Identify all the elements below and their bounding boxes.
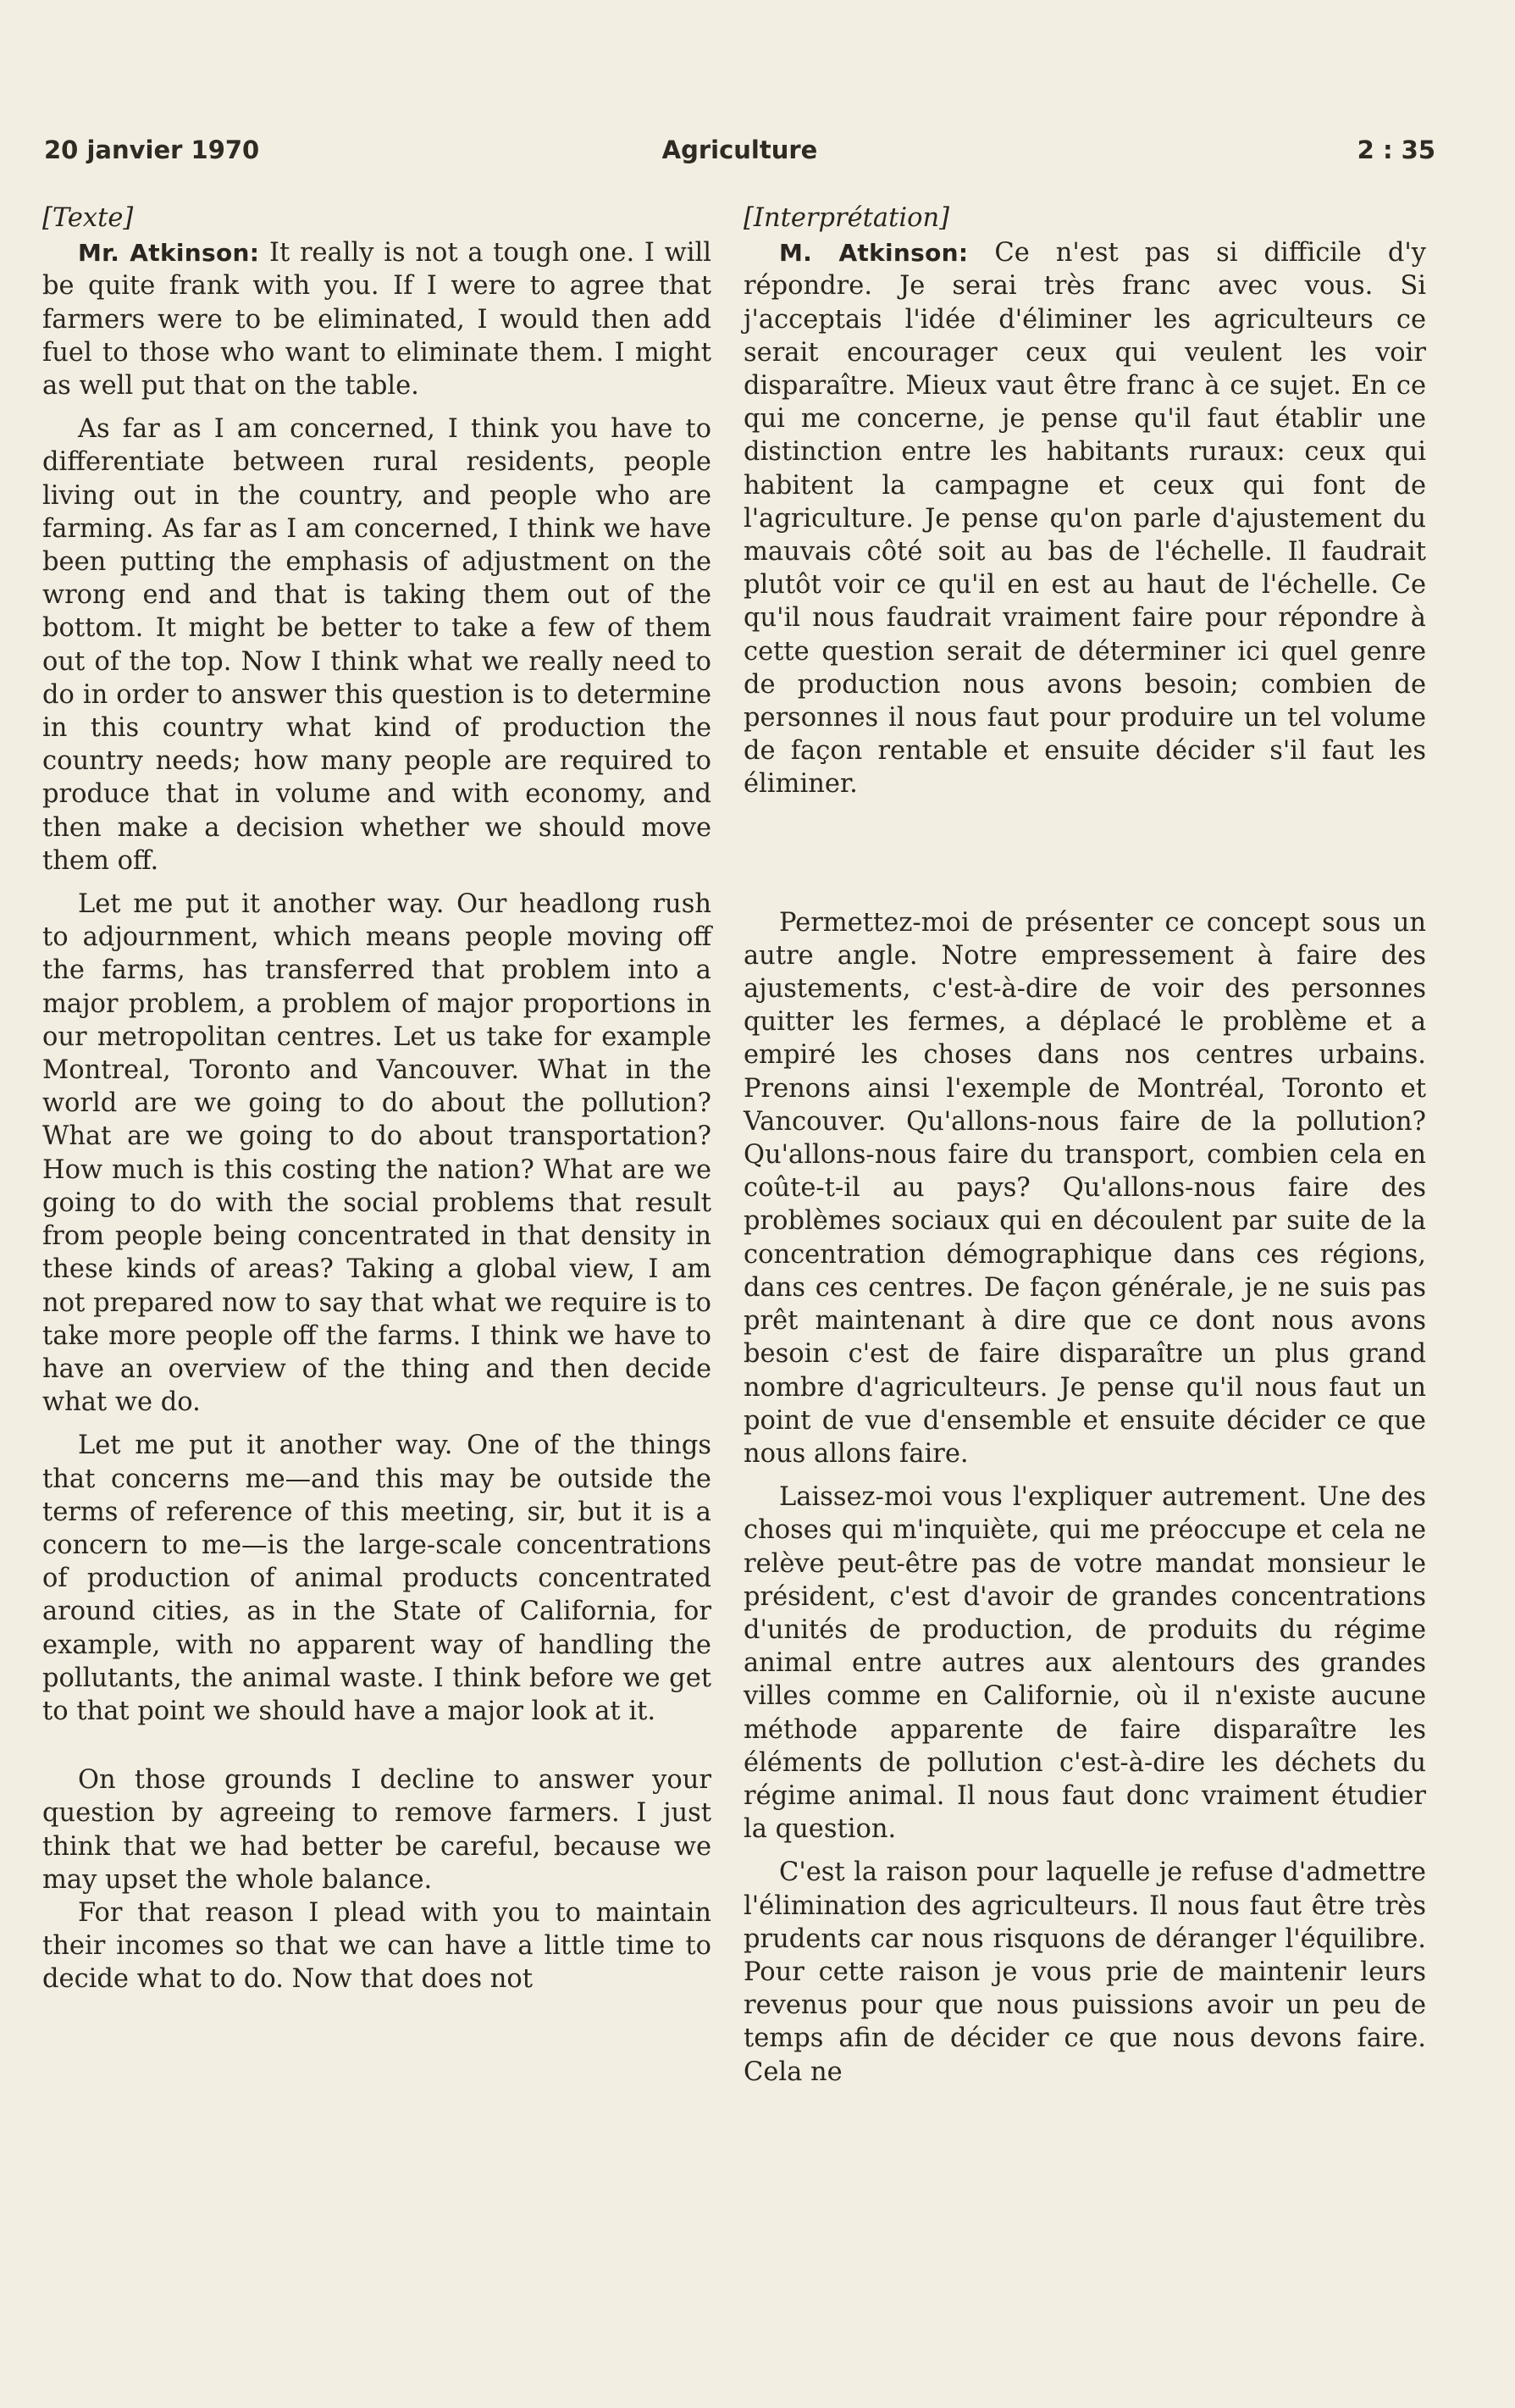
page-header	[44, 136, 1435, 169]
english-paragraph-3: Let me put it another way. Our headlong rush to adjournment, which means people moving off the farms, has transferred that problem into a major problem, a problem of major proportions in our metropolitan centres. Let us take for example Montreal, Toronto and Vancouver. What in the world are we going to do about the pollution? What are we going to do about transportation? How much is this costing the nation? What are we going to do with the social problems that result from people being concentrated in that density in these kinds of areas? Taking a global view, I am not prepared now to say that what we require is to take more people off the farms. I think we have to have an overview of the thing and then decide what we do.	[42, 889, 711, 1418]
english-paragraph-6: For that reason I plead with you to maintain their incomes so that we can have a little time to decide what to do. Now that does not	[42, 1897, 711, 1995]
header-page-number: 2 : 35	[1357, 136, 1435, 164]
english-paragraph-1-text: It really is not a tough one. I will be quite frank with you. If I were to agree that farmers were to be eliminated, I would then add fuel to those who want to eliminate them. I might as well put that on the table.	[42, 238, 711, 401]
speaker-name-english: Mr. Atkinson:	[78, 239, 260, 268]
french-paragraph-2: Permettez-moi de présenter ce concept sous un autre angle. Notre empressement à faire des ajustements, c'est-à-dire de voir des personnes quitter les fermes, a déplacé le problème et a empiré les choses dans nos centres urbains. Prenons ainsi l'exemple de Montréal, Toronto et Vancouver. Qu'allons-nous faire de la pollution? Qu'allons-nous faire du transport, combien cela en coûte-t-il au pays? Qu'allons-nous faire des problèmes sociaux qui en découlent par suite de la concentration démographique dans ces régions, dans ces centres. De façon générale, je ne suis pas prêt maintenant à dire que ce dont nous avons besoin c'est de faire disparaître un plus grand nombre d'agriculteurs. Je pense qu'il nous faut un point de vue d'ensemble et ensuite décider ce que nous allons faire.	[744, 907, 1426, 1469]
spacer	[42, 1419, 711, 1429]
french-column	[744, 202, 1426, 2089]
english-paragraph-4: Let me put it another way. One of the things that concerns me—and this may be outside the terms of reference of this meeting, sir, but it is a concern to me—is the large-scale concentrations of production of animal products concentrated around cities, as in the State of California, for example, with no apparent way of handling the pollutants, the animal waste. I think before we get to that point we should have a major look at it.	[42, 1431, 711, 1726]
french-paragraph-1-text: Ce n'est pas si difficile d'y répondre. Je serai très franc avec vous. Si j'acceptais l'idée d'éliminer les agriculteurs ce serait encourager ceux qui veulent les voir disparaître. Mieux vaut être franc à ce sujet. En ce qui me concerne, je pense qu'il faut établir une distinction entre les habitants ruraux: ceux qui habitent la campagne et ceux qui font de l'agriculture. Je pense qu'on parle d'ajustement du mauvais côté soit au bas de l'échelle. Il faudrait plutôt voir ce qu'il en est au haut de l'échelle. Ce qu'il nous faudrait vraiment faire pour répondre à cette question serait de déterminer ici quel genre de production nous avons besoin; combien de personnes il nous faut pour produire un tel volume de façon rentable et ensuite décider s'il faut les éliminer.	[744, 238, 1426, 800]
speaker-name-french: M. Atkinson:	[779, 239, 969, 268]
english-paragraph-2: As far as I am concerned, I think you have to differentiate between rural residents, people living out in the country, and people who are farming. As far as I am concerned, I think we have been putting the emphasis of adjustment on the wrong end and that is taking them out of the bottom. It might be better to take a few of them out of the top. Now I think what we really need to do in order to answer this question is to determine in this country what kind of production the country needs; how many people are required to produce that in volume and with economy, and then make a decision whether we should move them off.	[42, 414, 711, 876]
spacer	[744, 1846, 1426, 1856]
french-paragraph-1	[744, 236, 1426, 800]
spacer	[744, 1470, 1426, 1481]
spacer	[744, 801, 1426, 906]
french-paragraph-4: C'est la raison pour laquelle je refuse d'admettre l'élimination des agriculteurs. Il nous faut être très prudents car nous risquons de déranger l'équilibre. Pour cette raison je vous prie de maintenir leurs revenus pour que nous puissions avoir un peu de temps afin de décider ce que nous devons faire. Cela ne	[744, 1857, 1426, 2087]
language-tag-english: [Texte]	[42, 203, 134, 233]
english-column	[42, 202, 711, 1996]
french-paragraph-3: Laissez-moi vous l'expliquer autrement. Une des choses qui m'inquiète, qui me préoccupe et cela ne relève peut-être pas de votre mandat monsieur le président, c'est d'avoir de grandes concentrations d'unités de production, de produits du régime animal entre autres aux alentours des grandes villes comme en Californie, où il n'existe aucune méthode apparente de faire disparaître les éléments de pollution c'est-à-dire les déchets du régime animal. Il nous faut donc vraiment étudier la question.	[744, 1482, 1426, 1845]
language-tag-french: [Interprétation]	[744, 203, 949, 233]
spacer	[42, 1728, 711, 1763]
english-paragraph-5: On those grounds I decline to answer your question by agreeing to remove farmers. I just think that we had better be careful, because we may upset the whole balance.	[42, 1765, 711, 1895]
header-title: Agriculture	[661, 136, 818, 164]
english-paragraph-1	[42, 236, 711, 402]
header-date: 20 janvier 1970	[44, 136, 260, 164]
spacer	[42, 402, 711, 412]
spacer	[42, 877, 711, 888]
